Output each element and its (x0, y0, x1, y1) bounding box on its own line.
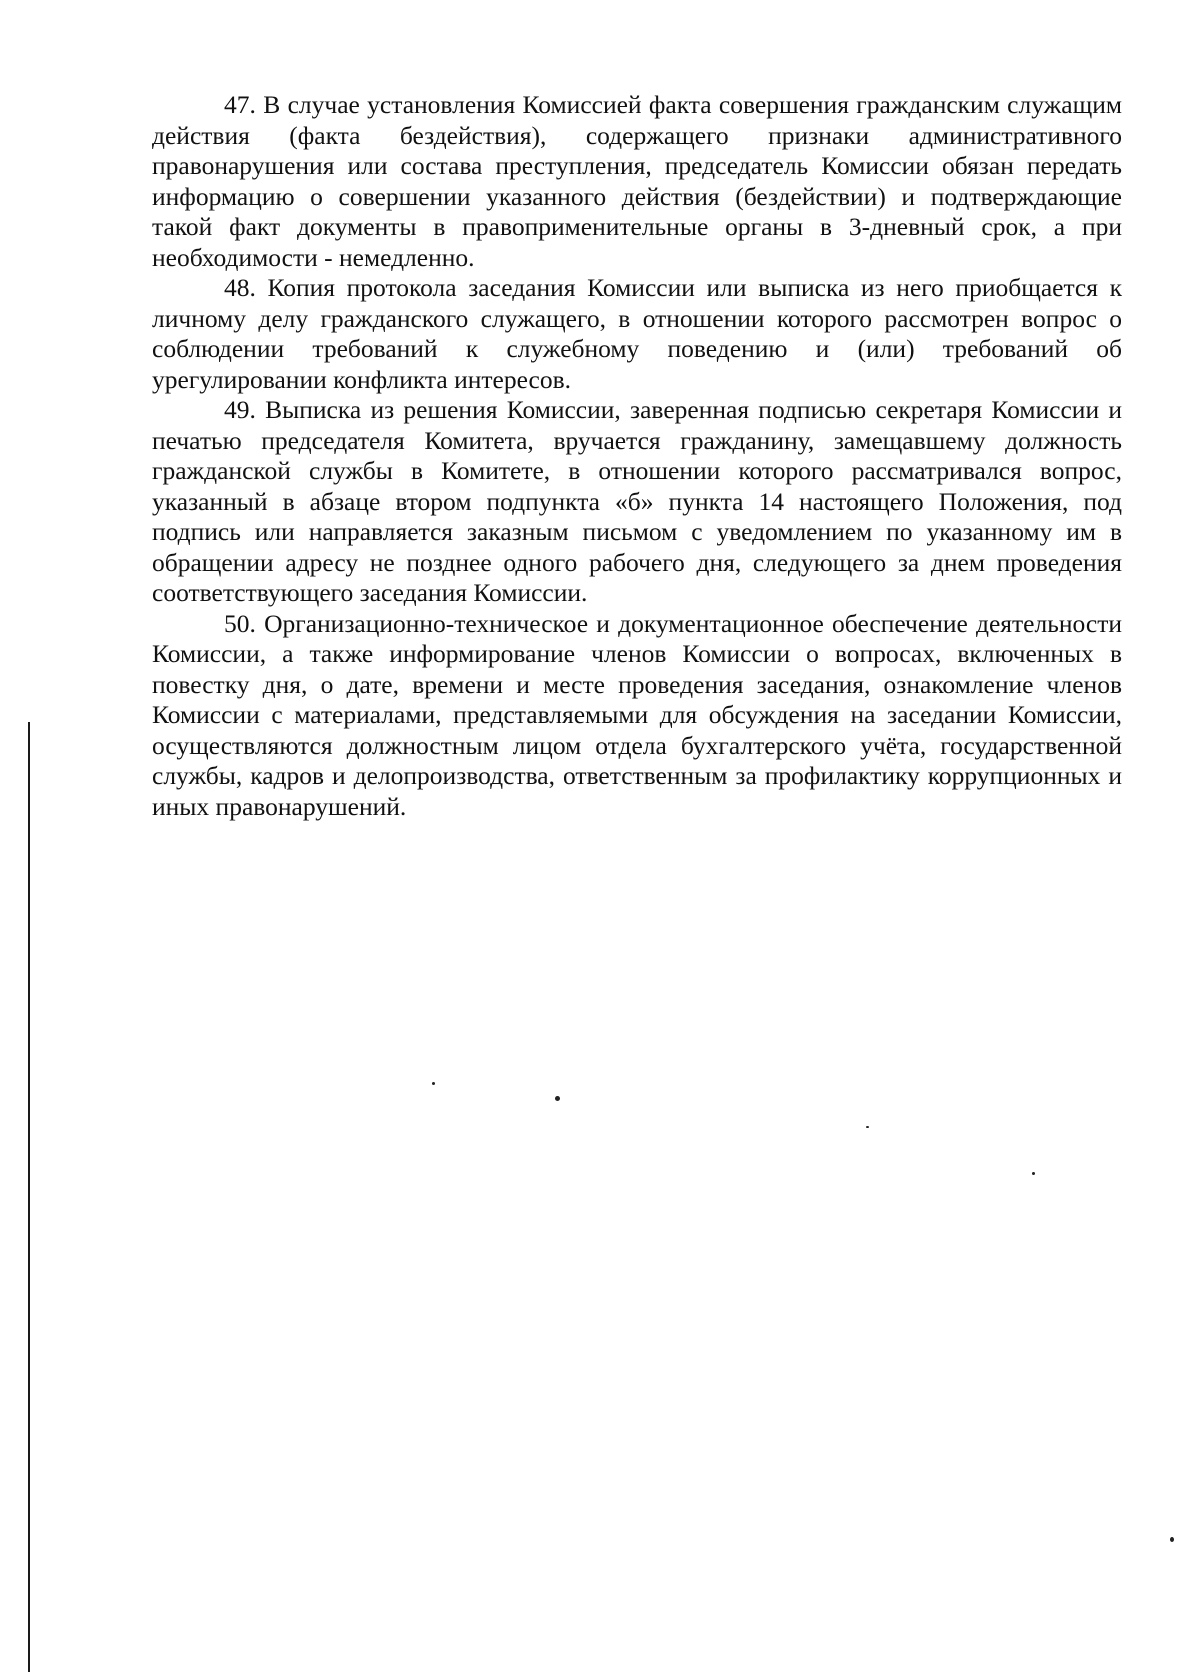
scan-speck (555, 1096, 560, 1101)
scan-edge-line (28, 722, 30, 1672)
scan-speck (432, 1082, 435, 1085)
document-body (152, 90, 1122, 822)
scan-speck (866, 1126, 869, 1128)
paragraph-48: 48. Копия протокола заседания Комиссии или выписка из него приобщается к личному делу гражданского служащего, в отношении которого рассмотрен вопрос о соблюдении требований к служебному поведению и (или) требований об урегулировании конфликта интересов. (152, 273, 1122, 394)
paragraph-50: 50. Организационно-техническое и документационное обеспечение деятельности Комиссии, а также информирование членов Комиссии о вопросах, включенных в повестку дня, о дате, времени и месте проведения заседания, ознакомление членов Комиссии с материалами, представляемыми для обсуждения на заседании Комиссии, осуществляются должностным лицом отдела бухгалтерского учёта, государственной службы, кадров и делопроизводства, ответственным за профилактику коррупционных и иных правонарушений. (152, 608, 1122, 821)
scan-speck (1032, 1172, 1035, 1175)
paragraph-49: 49. Выписка из решения Комиссии, заверенная подписью секретаря Комиссии и печатью председателя Комитета, вручается гражданину, замещавшему должность гражданской службы в Комитете, в отношении которого рассматривался вопрос, указанный в абзаце втором подпункта «б» пункта 14 настоящего Положения, под подпись или направляется заказным письмом с уведомлением по указанному им в обращении адресу не позднее одного рабочего дня, следующего за днем проведения соответствующего заседания Комиссии. (152, 395, 1122, 607)
scan-speck (1170, 1537, 1174, 1542)
paragraph-47: 47. В случае установления Комиссией факта совершения гражданским служащим действия (факта бездействия), содержащего признаки административного правонарушения или состава преступления, председатель Комиссии обязан передать информацию о совершении указанного действия (бездействии) и подтверждающие такой факт документы в правоприменительные органы в 3-дневный срок, а при необходимости - немедленно. (152, 90, 1122, 272)
